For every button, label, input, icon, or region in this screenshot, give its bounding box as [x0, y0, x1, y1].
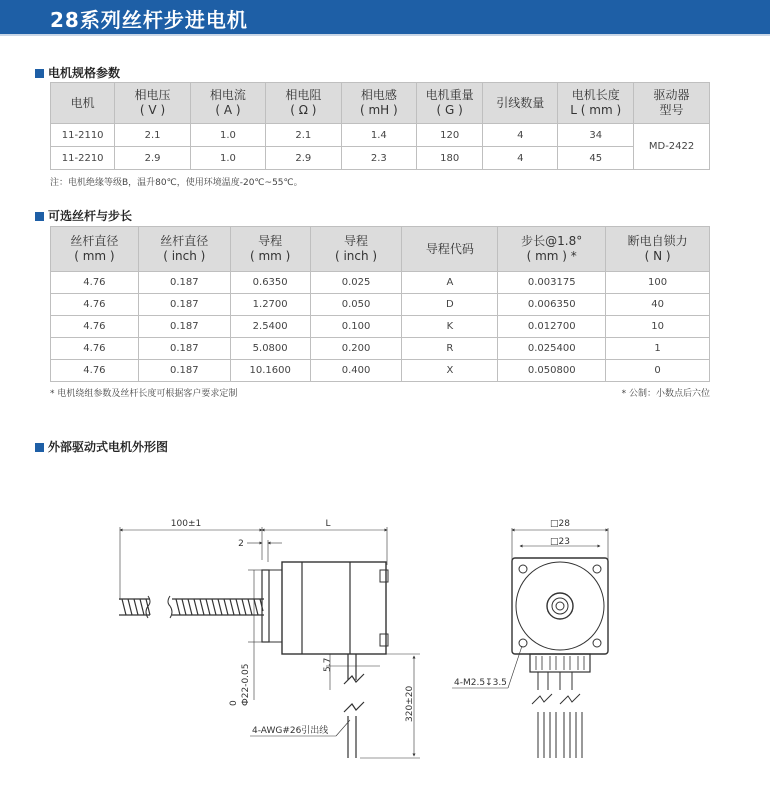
table-cell: 0.012700 [498, 316, 606, 338]
wire-label: 4-AWG#26引出线 [252, 726, 329, 736]
table-cell: 1 [606, 338, 710, 360]
table-cell: 0.200 [310, 338, 402, 360]
table-cell: 0.050 [310, 294, 402, 316]
col-header: 丝杆直径 ( mm ) [51, 227, 139, 272]
table-cell: 45 [558, 147, 634, 170]
table-cell: 0.187 [138, 272, 230, 294]
table-cell: 2.1 [115, 124, 190, 147]
table-cell: 0.025400 [498, 338, 606, 360]
leadscrew-table [50, 226, 710, 382]
section-marker-icon [35, 212, 44, 221]
table-cell: 0.050800 [498, 360, 606, 382]
col-header: 相电流 ( A ) [190, 83, 265, 124]
col-header: 电机长度 L ( mm ) [558, 83, 634, 124]
col-header: 导程 ( inch ) [310, 227, 402, 272]
page-title: 28系列丝杆步进电机 [50, 8, 248, 32]
dim-100: 100±1 [170, 519, 202, 529]
col-header: 相电阻 ( Ω ) [266, 83, 341, 124]
title-banner [0, 0, 770, 34]
table-cell: R [402, 338, 498, 360]
table-cell: 0.187 [138, 360, 230, 382]
motor-body [282, 562, 386, 654]
side-view [119, 519, 420, 758]
table-cell: 34 [558, 124, 634, 147]
lead-screw [119, 596, 264, 618]
section-marker-icon [35, 69, 44, 78]
spec-table [50, 82, 710, 170]
table-cell: 2.1 [266, 124, 341, 147]
section-title: 外部驱动式电机外形图 [48, 440, 169, 454]
table-cell: 1.0 [190, 147, 265, 170]
dim-5.7: 5.7 [323, 657, 333, 672]
section-title: 电机规格参数 [48, 66, 121, 80]
table-cell: 0.100 [310, 316, 402, 338]
table-cell: 0.187 [138, 294, 230, 316]
table-cell: 0.187 [138, 316, 230, 338]
dim-shaft-tol: 0 [229, 700, 239, 706]
flange-square [512, 558, 608, 654]
dim-shaft: Ф22-0.05 [241, 663, 251, 706]
table-cell: 120 [417, 124, 483, 147]
table-cell: 40 [606, 294, 710, 316]
table-cell: 1.4 [341, 124, 417, 147]
col-header: 断电自锁力 ( N ) [606, 227, 710, 272]
table-row [51, 338, 710, 360]
table-cell: 1.0 [190, 124, 265, 147]
table-row [51, 147, 710, 170]
table-cell: 1.2700 [230, 294, 310, 316]
col-header: 导程代码 [402, 227, 498, 272]
table-cell: 4 [483, 147, 558, 170]
table-cell: 4.76 [51, 338, 139, 360]
col-header: 丝杆直径 ( inch ) [138, 227, 230, 272]
col-header: 相电压 ( V ) [115, 83, 190, 124]
table-cell: X [402, 360, 498, 382]
table-cell: 11-2110 [51, 124, 115, 147]
table-cell: 4.76 [51, 360, 139, 382]
table-cell: K [402, 316, 498, 338]
col-header: 驱动器 型号 [634, 83, 710, 124]
section-heading-specs [35, 64, 120, 81]
table-cell: 0.003175 [498, 272, 606, 294]
section-heading-drawing [35, 438, 168, 455]
spec-note: 注：电机绝缘等级B，温升80℃，使用环境温度-20℃~55℃。 [50, 178, 303, 188]
dim-L: L [325, 519, 331, 529]
driver-model-cell: MD-2422 [634, 124, 710, 170]
table-cell: 0.006350 [498, 294, 606, 316]
front-view [452, 519, 608, 758]
table-row [51, 272, 710, 294]
section-title: 可选丝杆与步长 [48, 209, 133, 223]
mount-hole [593, 639, 601, 647]
table-cell: 2.5400 [230, 316, 310, 338]
holes-label: 4-M2.5↧3.5 [454, 678, 507, 688]
motor-outline-drawing [0, 470, 770, 794]
table-cell: 4 [483, 124, 558, 147]
col-header: 导程 ( mm ) [230, 227, 310, 272]
table-cell: 4.76 [51, 272, 139, 294]
col-header: 电机 [51, 83, 115, 124]
mount-hole [519, 565, 527, 573]
dim-lead-length: 320±20 [405, 685, 415, 722]
table-row [51, 360, 710, 382]
section-heading-leadscrew [35, 207, 132, 224]
banner-divider [0, 34, 770, 36]
table-cell: 11-2210 [51, 147, 115, 170]
col-header: 电机重量 ( G ) [417, 83, 483, 124]
table-cell: 0.187 [138, 338, 230, 360]
table-cell: 4.76 [51, 294, 139, 316]
col-header: 相电感 ( mH ) [341, 83, 417, 124]
dim-2: 2 [238, 539, 244, 549]
dim-sq28: □28 [550, 519, 570, 529]
leadscrew-note-right: * 公制：小数点后六位 [621, 389, 710, 399]
table-cell: 0.025 [310, 272, 402, 294]
table-cell: 2.9 [115, 147, 190, 170]
table-cell: 180 [417, 147, 483, 170]
table-cell: 2.3 [341, 147, 417, 170]
dim-sq23: □23 [550, 537, 570, 547]
col-header: 步长@1.8° ( mm ) * [498, 227, 606, 272]
table-cell: D [402, 294, 498, 316]
table-row [51, 124, 710, 147]
table-cell: 100 [606, 272, 710, 294]
table-cell: 10 [606, 316, 710, 338]
leadscrew-note-left: * 电机绕组参数及丝杆长度可根据客户要求定制 [50, 389, 238, 399]
table-cell: 10.1600 [230, 360, 310, 382]
table-cell: 2.9 [266, 147, 341, 170]
table-row [51, 294, 710, 316]
lead-wires [344, 654, 364, 758]
table-cell: 0.400 [310, 360, 402, 382]
table-cell: 5.0800 [230, 338, 310, 360]
table-cell: 0.6350 [230, 272, 310, 294]
table-cell: 0 [606, 360, 710, 382]
mount-hole [593, 565, 601, 573]
table-header-row [51, 83, 710, 124]
table-header-row [51, 227, 710, 272]
table-cell: 4.76 [51, 316, 139, 338]
table-row [51, 316, 710, 338]
table-cell: A [402, 272, 498, 294]
section-marker-icon [35, 443, 44, 452]
mount-hole [519, 639, 527, 647]
col-header: 引线数量 [483, 83, 558, 124]
